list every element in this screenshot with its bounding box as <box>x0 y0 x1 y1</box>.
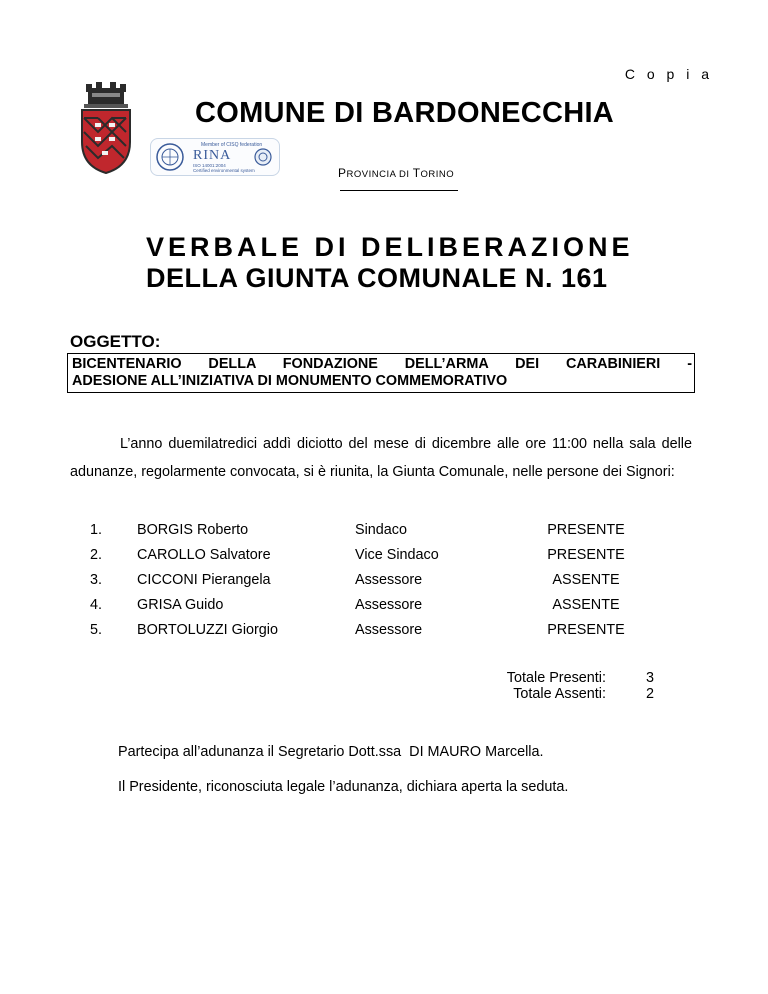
total-present-label: Totale Presenti: <box>506 670 606 686</box>
subject-label: OGGETTO: <box>70 332 161 351</box>
rina-iso-text: ISO 14001:2004 <box>193 163 226 168</box>
member-number: 5. <box>90 622 103 638</box>
member-row <box>0 522 768 547</box>
member-role: Assessore <box>355 622 423 638</box>
intro-paragraph: L’anno duemilatredici addì diciotto del mese di dicembre alle ore 11:00 nella sala delle adunanze, regolarmente convocata, si è riunita, la Giunta Comunale, nelle persone dei Signori: <box>70 436 692 480</box>
member-name: CICCONI Pierangela <box>137 572 271 588</box>
secretary-line: Partecipa all’adunanza il Segretario Dott.ssa DI MAURO Marcella. <box>118 744 544 760</box>
total-absent-label: Totale Assenti: <box>513 686 606 702</box>
member-number: 3. <box>90 572 103 588</box>
municipality-title: COMUNE DI BARDONECCHIA <box>195 97 615 129</box>
member-name: CAROLLO Salvatore <box>137 547 271 563</box>
member-row <box>0 622 768 647</box>
rina-cert-text: Certified environmental system <box>193 168 255 173</box>
member-row <box>0 547 768 572</box>
member-name: BORTOLUZZI Giorgio <box>137 622 279 638</box>
subject-line-1: BICENTENARIO DELLA FONDAZIONE DELL’ARMA DEI CARABINIERI - <box>72 356 692 372</box>
member-status: PRESENTE <box>547 622 625 638</box>
president-line: Il Presidente, riconosciuta legale l’adunanza, dichiara aperta la seduta. <box>118 779 569 795</box>
member-number: 1. <box>90 522 103 538</box>
member-role: Assessore <box>355 572 423 588</box>
subject-text <box>72 356 692 390</box>
rina-certification-logo <box>150 138 280 176</box>
member-role: Sindaco <box>355 522 408 538</box>
coat-of-arms-icon <box>78 82 134 174</box>
member-number: 4. <box>90 597 103 613</box>
globe-seal-icon <box>155 142 185 172</box>
document-title-line-2: DELLA GIUNTA COMUNALE N. 161 <box>146 263 608 293</box>
member-name: GRISA Guido <box>137 597 224 613</box>
member-number: 2. <box>90 547 103 563</box>
member-status: ASSENTE <box>552 597 620 613</box>
subject-line-2: ADESIONE ALL’INIZIATIVA DI MONUMENTO COMMEMORATIVO <box>72 373 508 389</box>
member-role: Assessore <box>355 597 423 613</box>
member-status: ASSENTE <box>552 572 620 588</box>
rina-brand: RINA <box>193 148 232 163</box>
member-row <box>0 597 768 622</box>
document-title-line-1: VERBALE DI DELIBERAZIONE <box>146 232 634 262</box>
member-name: BORGIS Roberto <box>137 522 249 538</box>
total-present-value: 3 <box>646 670 655 686</box>
member-role: Vice Sindaco <box>355 547 439 563</box>
total-absent-value: 2 <box>646 686 655 702</box>
rina-member-text: Member of CISQ federation <box>201 142 263 148</box>
member-row <box>0 572 768 597</box>
copy-label: C o p i a <box>624 66 713 82</box>
province-divider <box>340 190 458 191</box>
province-label: PROVINCIA DI TORINO <box>338 166 455 180</box>
member-status: PRESENTE <box>547 547 625 563</box>
member-status: PRESENTE <box>547 522 625 538</box>
certification-mark-icon <box>254 148 272 166</box>
